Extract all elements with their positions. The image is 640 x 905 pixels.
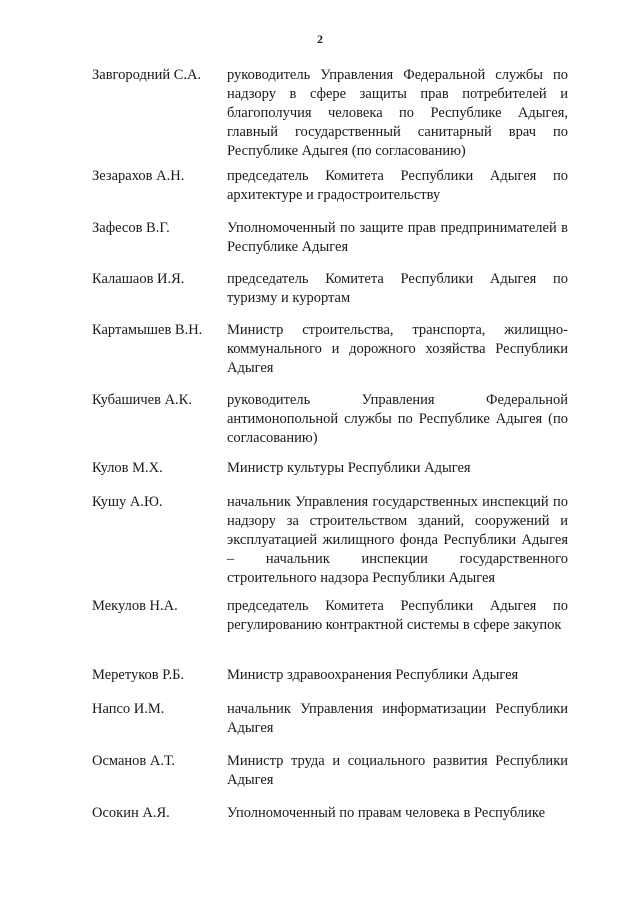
- member-role: начальник Управления государственных инспекций по надзору за строительством зданий, сооружений и эксплуатацией жилищного фонда Республики Адыгея – начальник инспекции государственного строительного надзора Республики Адыгея: [227, 494, 568, 586]
- member-role: председатель Комитета Республики Адыгея по туризму и курортам: [227, 271, 568, 306]
- member-role: Министр здравоохранения Республики Адыгея: [227, 667, 519, 683]
- member-name: Кушу А.Ю.: [92, 494, 163, 510]
- member-name: Завгородний С.А.: [92, 67, 202, 83]
- member-role: Уполномоченный по правам человека в Республике: [227, 805, 546, 821]
- member-role: Министр труда и социального развития Республики Адыгея: [227, 753, 568, 788]
- member-role: Министр культуры Республики Адыгея: [227, 460, 471, 476]
- member-name: Кулов М.Х.: [92, 460, 163, 476]
- member-name: Османов А.Т.: [92, 753, 176, 769]
- member-role: руководитель Управления Федеральной антимонопольной службы по Республике Адыгея (по согласованию): [227, 392, 568, 446]
- member-name: Осокин А.Я.: [92, 805, 170, 821]
- member-name: Мекулов Н.А.: [92, 598, 178, 614]
- member-name: Напсо И.М.: [92, 701, 165, 717]
- member-role: Уполномоченный по защите прав предпринимателей в Республике Адыгея: [227, 220, 568, 255]
- member-role: руководитель Управления Федеральной службы по надзору в сфере защиты прав потребителей и благополучия человека по Республике Адыгея, главный государственный санитарный врач по Республике Адыгея (по согласованию): [227, 67, 568, 159]
- member-role: председатель Комитета Республики Адыгея по регулированию контрактной системы в сфере закупок: [227, 598, 568, 633]
- page-number: 2: [317, 32, 323, 46]
- member-role: начальник Управления информатизации Республики Адыгея: [227, 701, 568, 736]
- member-name: Зезарахов А.Н.: [92, 168, 185, 184]
- member-role: Министр строительства, транспорта, жилищно-коммунального и дорожного хозяйства Республики Адыгея: [227, 322, 568, 376]
- member-name: Зафесов В.Г.: [92, 220, 170, 236]
- member-name: Кубашичев А.К.: [92, 392, 192, 408]
- member-role: председатель Комитета Республики Адыгея по архитектуре и градостроительству: [227, 168, 568, 203]
- member-name: Калашаов И.Я.: [92, 271, 185, 287]
- member-name: Картамышев В.Н.: [92, 322, 203, 338]
- member-name: Меретуков Р.Б.: [92, 667, 185, 683]
